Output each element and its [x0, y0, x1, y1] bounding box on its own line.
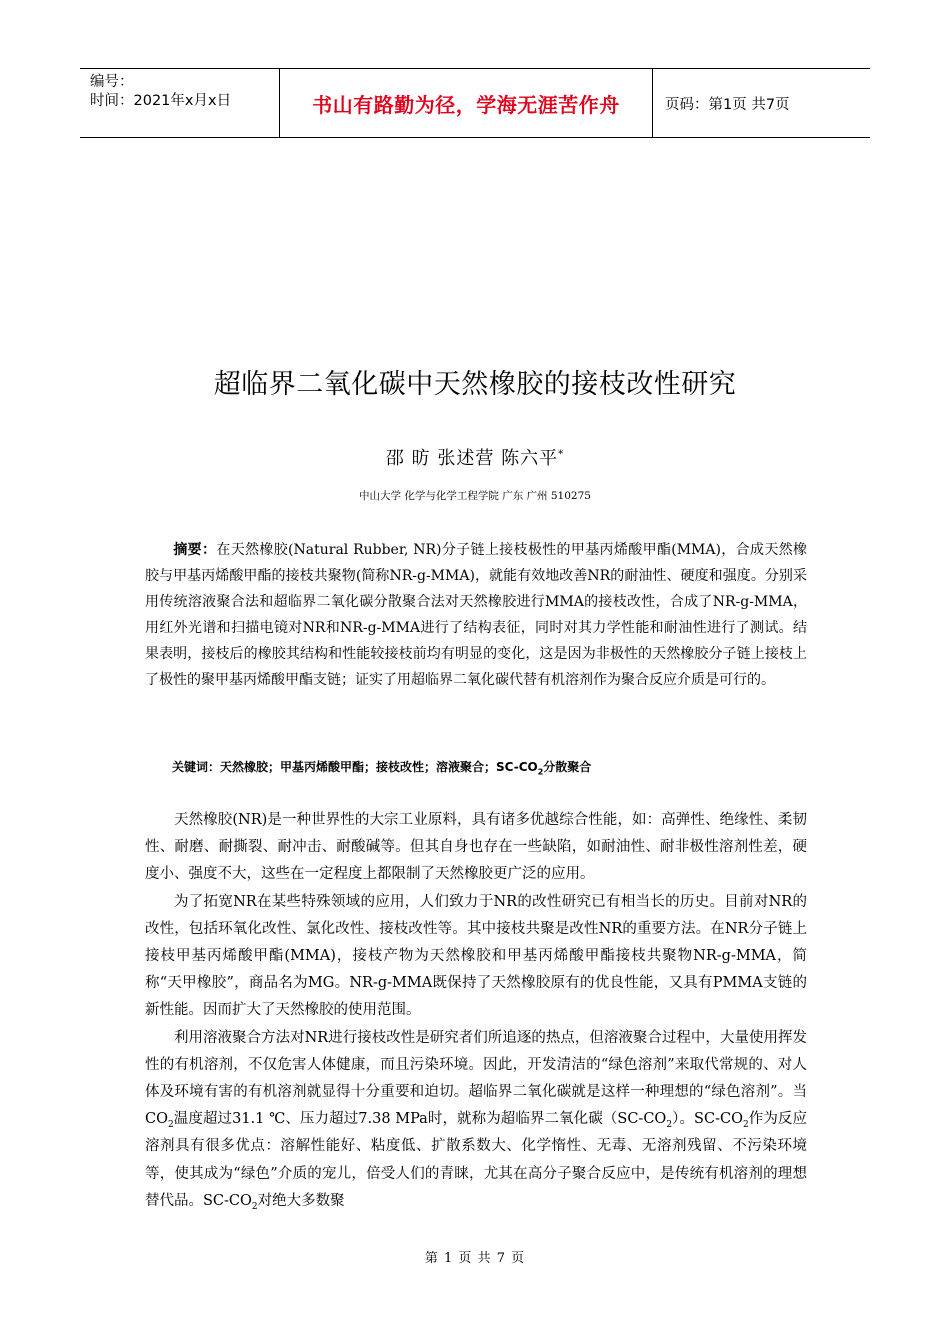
keywords: [172, 758, 591, 776]
authors: [0, 444, 950, 470]
keywords-sub: 2: [537, 767, 544, 777]
header-meta: [80, 69, 280, 137]
co2-sub-2: 2: [666, 1120, 673, 1131]
header-motto: 书山有路勤为径，学海无涯苦作舟: [280, 69, 653, 137]
p3-part-c: ）。SC-CO: [672, 1111, 743, 1128]
header-table: [80, 68, 870, 138]
keywords-text-b: 分散聚合: [543, 760, 592, 774]
p3-part-e: 对绝大多数聚: [257, 1192, 345, 1209]
co2-sub-3: 2: [742, 1120, 749, 1131]
author-names: 邵 昉 张述营 陈六平: [385, 448, 559, 469]
abstract-text: 在天然橡胶(Natural Rubber, NR)分子链上接枝极性的甲基丙烯酸甲酯(MMA)，合成天然橡胶与甲基丙烯酸甲酯的接枝共聚物(简称NR-g-MMA)，就能有效地改善NR的耐油性、硬度和强度。分别采用传统溶液聚合法和超临界二氧化碳分散聚合法对天然橡胶进行MMA的接枝改性，合成了NR-g-MMA，用红外光谱和扫描电镜对NR和NR-g-MMA进行了结构表征，同时对其力学性能和耐油性进行了测试。结果表明，接枝后的橡胶其结构和性能较接枝前均有明显的变化，这是因为非极性的天然橡胶分子链上接枝上了极性的聚甲基丙烯酸甲酯支链；证实了用超临界二氧化碳代替有机溶剂作为聚合反应介质是可行的。: [145, 542, 807, 688]
paragraph-2: 为了拓宽NR在某些特殊领域的应用，人们致力于NR的改性研究已有相当长的历史。目前对NR的改性，包括环氧化改性、氯化改性、接枝改性等。其中接枝共聚是改性NR的重要方法。在NR分子链上接枝甲基丙烯酸甲酯(MMA)，接枝产物为天然橡胶和甲基丙烯酸甲酯接枝共聚物NR-g-MMA，简称“天甲橡胶”，商品名为MG。NR-g-MMA既保持了天然橡胶原有的优良性能，又具有PMMA支链的新性能。因而扩大了天然橡胶的使用范围。: [145, 893, 807, 1019]
body-text: [145, 807, 807, 1215]
page-title: 超临界二氧化碳中天然橡胶的接枝改性研究: [213, 369, 737, 400]
keywords-text-a: 关键词：天然橡胶；甲基丙烯酸甲酯；接枝改性；溶液聚合；SC-CO: [172, 760, 538, 774]
paragraph-1: 天然橡胶(NR)是一种世界性的大宗工业原料，具有诸多优越综合性能，如：高弹性、绝缘性、柔韧性、耐磨、耐撕裂、耐冲击、耐酸碱等。但其自身也存在一些缺陷，如耐油性、耐非极性溶剂性差，硬度小、强度不大，这些在一定程度上都限制了天然橡胶更广泛的应用。: [145, 812, 807, 883]
p3-part-b: 温度超过31.1 ℃、压力超过7.38 MPa时，就称为超临界二氧化碳（SC-CO: [173, 1111, 667, 1128]
co2-sub-1: 2: [167, 1120, 174, 1131]
header-page-info: 页码：第1页 共7页: [665, 96, 790, 113]
co2-sub-4: 2: [251, 1201, 258, 1212]
affiliation: 中山大学 化学与化学工程学院 广东 广州 510275: [359, 490, 591, 502]
author-mark: *: [558, 449, 565, 460]
time-label: 时间：2021年x月x日: [90, 93, 232, 109]
abstract: [145, 537, 807, 693]
number-label: 编号：: [90, 74, 134, 90]
p3-part-d: 作为反应溶剂具有很多优点：溶解性能好、粘度低、扩散系数大、化学惰性、无毒、无溶剂残留、不污染环境等，使其成为“绿色”介质的宠儿，倍受人们的青睐，尤其在高分子聚合反应中，是传统有机溶剂的理想替代品。SC-CO: [145, 1111, 807, 1209]
paragraph-3: [145, 1025, 807, 1215]
p3-part-a: 利用溶液聚合方法对NR进行接枝改性是研究者们所追逐的热点，但溶液聚合过程中，大量使用挥发性的有机溶剂，不仅危害人体健康，而且污染环境。因此，开发清洁的“绿色溶剂”来取代常规的、对人体及环境有害的有机溶剂就显得十分重要和迫切。超临界二氧化碳就是这样一种理想的“绿色溶剂”。当CO: [145, 1029, 807, 1128]
abstract-label: 摘要：: [173, 542, 217, 558]
page-footer: 第 1 页 共 7 页: [424, 1251, 526, 1266]
